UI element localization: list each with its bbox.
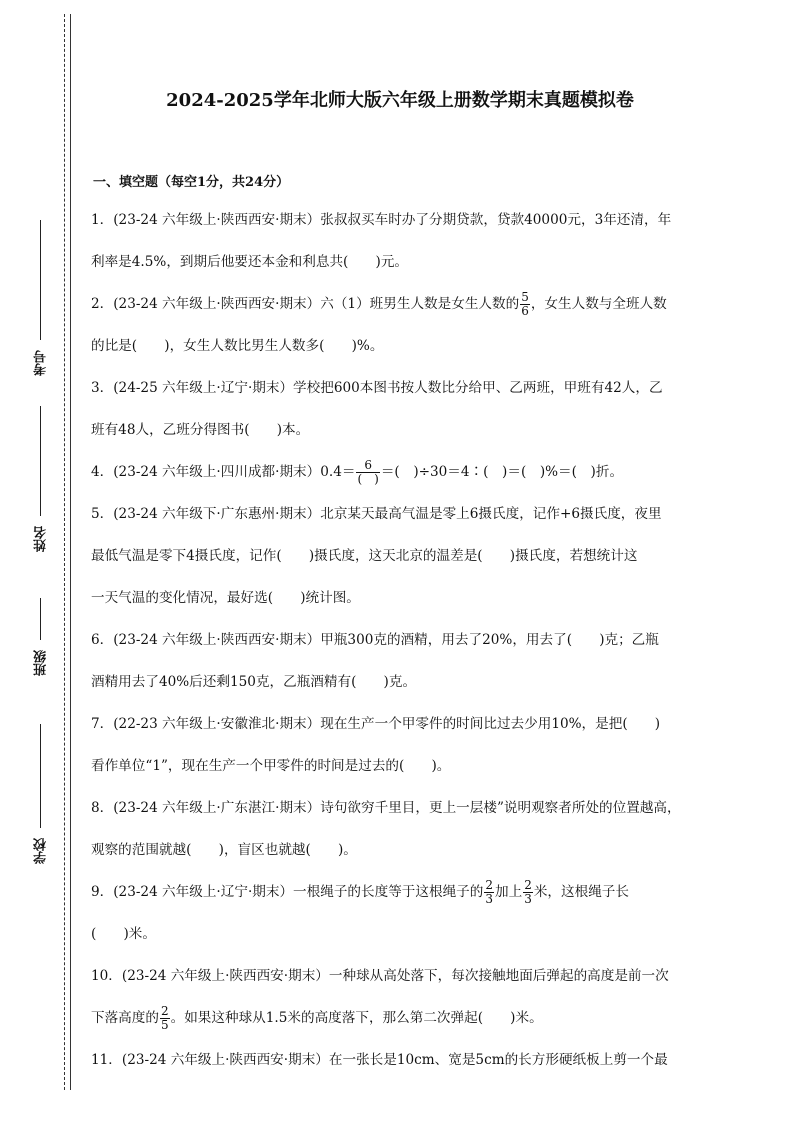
question-6 [91,619,705,703]
exam-number-label: 考号 [34,350,49,376]
fraction-numerator: 2 [160,1004,169,1019]
question-2 [91,283,705,367]
name-label: 姓名 [34,526,49,552]
text: ，女生人数与全班人数 [530,296,667,312]
question-line: 一天气温的变化情况，最好选( )统计图。 [91,590,360,606]
question-7 [91,703,705,787]
exam-number-blank [40,220,41,340]
text: 加上 [495,884,523,900]
question-line: 最低气温是零下4摄氏度，记作( )摄氏度，这天北京的温差是( )摄氏度，若想统计这 [91,548,638,564]
fraction [356,459,379,485]
class-blank [40,598,41,640]
question-line: 利率是4.5%，到期后他要还本金和利息共( )元。 [91,254,409,270]
question-line [91,997,705,1039]
question-line: 5．(23-24 六年级下·广东惠州·期末）北京某天最高气温是零上6摄氏度，记作+6摄氏度，夜里 [91,506,662,522]
school-blank [40,724,41,828]
class-label: 班级 [34,650,49,676]
question-line: 1．(23-24 六年级上·陕西西安·期末）张叔叔买车时办了分期贷款，贷款40000元，3年还清，年 [91,212,672,228]
text: 米，这根绳子长 [533,884,629,900]
question-line: 观察的范围就越( )，盲区也就越( )。 [91,842,357,858]
fraction [160,1005,170,1031]
school-label: 学校 [34,838,49,864]
question-line: 11．(23-24 六年级上·陕西西安·期末）在一张长是10cm、宽是5cm的长方形硬纸板上剪一个最 [91,1052,668,1068]
binding-dashed-line [64,14,65,1090]
question-line [91,283,705,325]
fraction-denominator: 5 [160,1018,169,1032]
section-heading: 一、填空题（每空1分，共24分） [93,175,290,190]
question-line: ( )米。 [91,926,156,942]
question-11 [91,1039,705,1081]
fraction-denominator: 6 [521,304,529,318]
text: 下落高度的 [91,1010,159,1026]
fraction-denominator: ( ) [357,472,379,486]
fraction [523,879,533,905]
text: 9．(23-24 六年级上·辽宁·期末）一根绳子的长度等于这根绳子的 [91,884,484,900]
text: 。如果这种球从1.5米的高度落下，那么第二次弹起( )米。 [170,1010,543,1026]
question-line: 8．(23-24 六年级上·广东湛江·期末）诗句欲穷千里目，更上一层楼”说明观察者所处的位置越高， [91,800,681,816]
question-4 [91,451,705,493]
question-line: 7．(22-23 六年级上·安徽淮北·期末）现在生产一个甲零件的时间比过去少用10%，是把( ) [91,716,661,732]
fraction [484,879,494,905]
fraction-numerator: 6 [356,459,379,473]
question-line [91,451,705,493]
fraction [520,291,530,317]
question-line: 的比是( )，女生人数比男生人数多( )%。 [91,338,384,354]
exam-title: 2024-2025学年北师大版六年级上册数学期末真题模拟卷 [166,90,634,111]
fraction-numerator: 5 [521,290,529,305]
question-line: 班有48人，乙班分得图书( )本。 [91,422,310,438]
text: 2．(23-24 六年级上·陕西西安·期末）六（1）班男生人数是女生人数的 [91,296,520,312]
question-line: 6．(23-24 六年级上·陕西西安·期末）甲瓶300克的酒精，用去了20%，用去了( )克；乙瓶 [91,632,659,648]
question-line: 看作单位“1”，现在生产一个甲零件的时间是过去的( )。 [91,758,451,774]
question-line: 10．(23-24 六年级上·陕西西安·期末）一种球从高处落下，每次接触地面后弹起的高度是前一次 [91,968,669,984]
question-1 [91,199,705,283]
question-line: 酒精用去了40%后还剩150克，乙瓶酒精有( )克。 [91,674,417,690]
fraction-numerator: 2 [485,878,493,893]
binding-solid-line [70,14,71,1090]
question-3 [91,367,705,451]
question-9 [91,871,705,955]
fraction-numerator: 2 [524,878,532,893]
fraction-denominator: 3 [485,892,493,906]
question-line: 3．(24-25 六年级上·辽宁·期末）学校把600本图书按人数比分给甲、乙两班，甲班有42人，乙 [91,380,663,396]
question-10 [91,955,705,1039]
name-blank [40,406,41,516]
question-8 [91,787,705,871]
text: ＝( )÷30＝4∶( )＝( )%＝( )折。 [380,464,624,480]
question-line [91,871,705,913]
fraction-denominator: 3 [524,892,532,906]
question-5 [91,493,705,619]
text: 4．(23-24 六年级上·四川成都·期末）0.4＝ [91,464,356,480]
